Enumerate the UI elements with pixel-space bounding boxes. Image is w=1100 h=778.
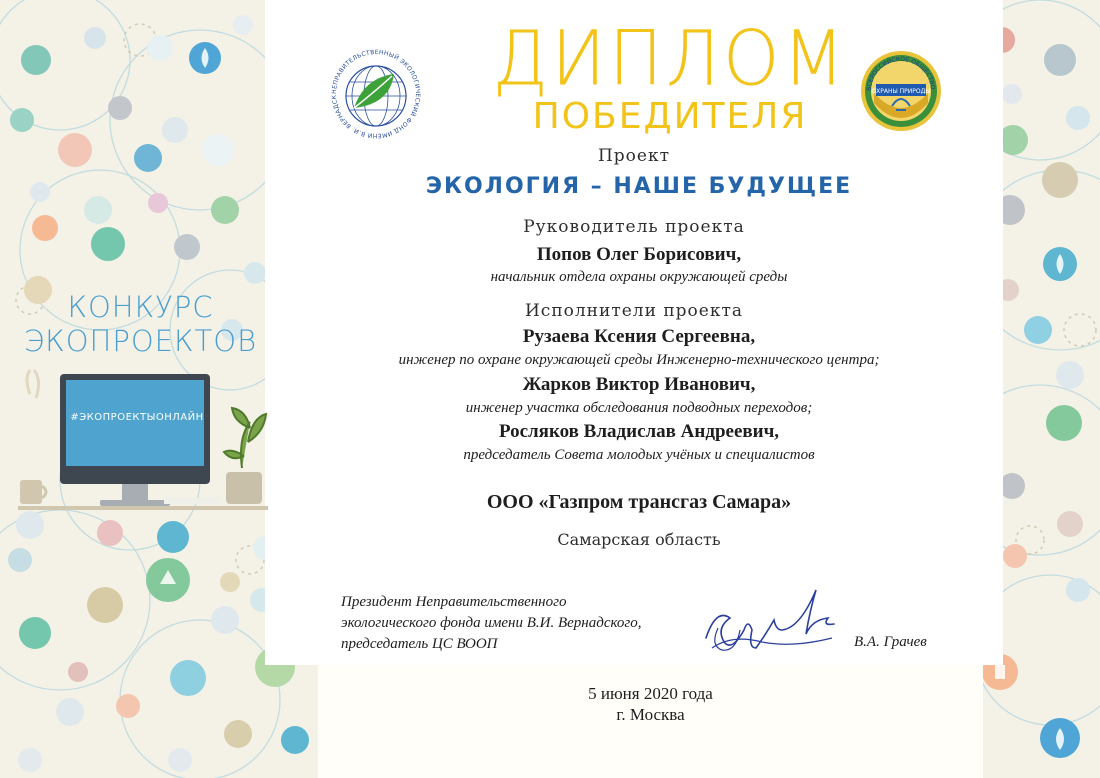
- signatory-title-line: председатель ЦС ВООП: [341, 636, 498, 652]
- leader-label: Руководитель проекта: [523, 217, 745, 237]
- signatory-title-line: экологического фонда имени В.И. Вернадского,: [341, 615, 642, 631]
- executor-role: председатель Совета молодых учёных и специалистов: [463, 447, 815, 463]
- monitor-illustration: [14, 368, 274, 522]
- signatory-title: [341, 592, 642, 655]
- svg-text:ВСЕРОССИЙСКОЕ ОБЩЕСТВО ОХРАНЫ: ВСЕРОССИЙСКОЕ ОБЩЕСТВО: [865, 55, 937, 92]
- executor-role: инженер участка обследования подводных переходов;: [465, 400, 813, 416]
- executor-role: инженер по охране окружающей среды Инженерно-технического центра;: [398, 352, 880, 368]
- executors-label: Исполнители проекта: [524, 301, 744, 321]
- organization-name: ООО «Газпром трансгаз Самара»: [486, 491, 792, 513]
- executor-name: Жарков Виктор Иванович,: [522, 374, 756, 395]
- executor-name: Рузаева Ксения Сергеевна,: [522, 326, 756, 347]
- svg-text:НЕПРАВИТЕЛЬСТВЕННЫЙ ЭКОЛОГИЧЕС: НЕПРАВИТЕЛЬСТВЕННЫЙ ЭКОЛОГИЧЕСКИЙ ФОНД ИМЕНИ В.И. ВЕРНАДСК: [330, 48, 422, 140]
- executor-name: Росляков Владислав Андреевич,: [498, 421, 780, 442]
- region-name: Самарская область: [557, 530, 721, 549]
- contest-heading-line: КОНКУРС: [67, 290, 214, 324]
- handwritten-signature: [698, 588, 848, 672]
- svg-text:ОХРАНЫ ПРИРОДЫ: ОХРАНЫ ПРИРОДЫ: [871, 88, 931, 95]
- contest-hashtag: #ЭКОПРОЕКТЫОНЛАЙН: [70, 412, 204, 423]
- leader-name: Попов Олег Борисович,: [536, 244, 742, 265]
- issue-date: 5 июня 2020 года: [588, 684, 713, 703]
- contest-heading: [18, 290, 263, 358]
- leader-role: начальник отдела охраны окружающей среды: [490, 269, 788, 285]
- project-label: Проект: [597, 146, 671, 166]
- diploma-subtitle: ПОБЕДИТЕЛЯ: [532, 96, 808, 137]
- signatory-name: В.А. Грачев: [854, 634, 927, 650]
- contest-heading-line: ЭКОПРОЕКТОВ: [23, 324, 258, 358]
- issue-city: г. Москва: [616, 705, 685, 724]
- signatory-title-line: Президент Неправительственного: [341, 594, 567, 610]
- diploma-title: ДИПЛОМ: [492, 13, 848, 103]
- project-name: ЭКОЛОГИЯ – НАШЕ БУДУЩЕЕ: [425, 174, 853, 199]
